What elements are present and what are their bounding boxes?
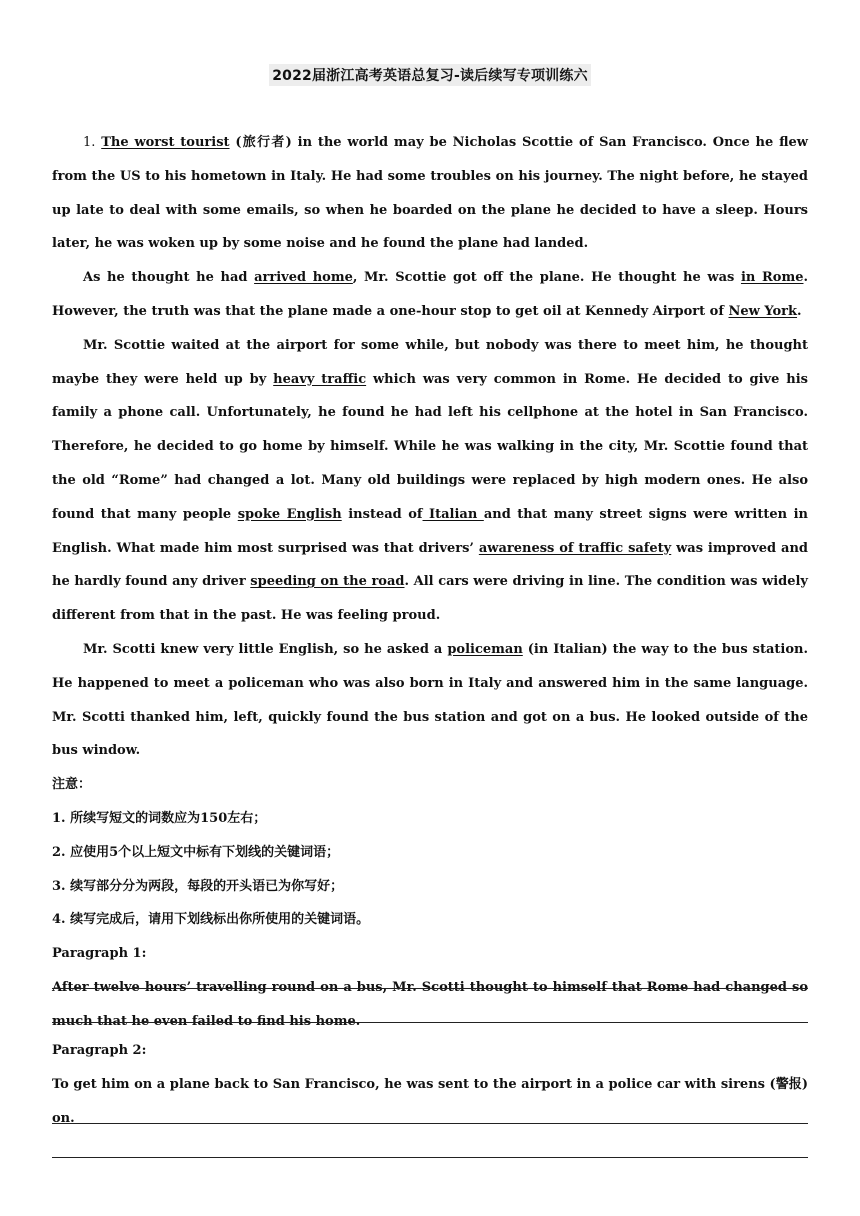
notes-heading: 注意：	[52, 777, 92, 793]
key-phrase: policeman	[447, 641, 523, 657]
answer-line	[52, 988, 808, 989]
key-phrase: New York	[728, 303, 798, 319]
key-phrase: Italian	[422, 506, 484, 522]
paragraph-1-opening: After twelve hours’ travelling round on a bus, Mr. Scotti thought to himself that Rome had changed so much that he even failed to find his home.	[52, 979, 808, 1029]
passage-text: was improved and he hardly found any driver	[52, 540, 808, 590]
passage-text: instead of	[341, 506, 423, 522]
page-title-wrap	[0, 64, 860, 86]
page-title: 2022届浙江高考英语总复习-读后续写专项训练六	[269, 64, 591, 86]
passage-text: (旅行者) in the world may be Nicholas Scottie of San Francisco. Once he flew from the US to his hometown in Italy. He had some troubles on his journey. The night before, he stayed up late to deal with some emails, so when he boarded on the plane he decided to have a sleep. Hours later, he was woken up by some noise and he found the plane had landed.	[52, 135, 808, 252]
passage-text: .	[797, 303, 802, 319]
note-item: 2. 应使用5个以上短文中标有下划线的关键词语；	[52, 844, 340, 860]
key-phrase: awareness of traffic safety	[478, 540, 672, 556]
passage-text: Mr. Scotti knew very little English, so he asked a	[83, 641, 448, 657]
note-item: 3. 续写部分分为两段，每段的开头语已为你写好；	[52, 878, 344, 894]
answer-line	[52, 1123, 808, 1124]
key-phrase: heavy traffic	[273, 371, 367, 387]
key-phrase: spoke English	[237, 506, 342, 522]
answer-line	[52, 1022, 808, 1023]
key-phrase: The worst tourist	[101, 135, 230, 150]
passage-text: . All cars were driving in line. The condition was widely different from that in the past. He was feeling proud.	[52, 574, 808, 624]
key-phrase: arrived home	[254, 270, 353, 286]
passage-text: Mr. Scottie waited at the airport for some while, but nobody was there to meet him, he thought maybe they were held up by	[52, 337, 808, 387]
paragraph-2-block	[52, 1034, 808, 1135]
key-phrase: in Rome	[740, 270, 804, 286]
passage-text: As he thought he had	[83, 270, 255, 286]
passage-paragraph-4	[52, 633, 808, 768]
note-item: 4. 续写完成后，请用下划线标出你所使用的关键词语。	[52, 912, 370, 928]
passage-paragraph-2	[52, 261, 808, 329]
passage-text: , Mr. Scottie got off the plane. He thought he was	[352, 270, 741, 286]
paragraph-2-label: Paragraph 2:	[52, 1043, 147, 1058]
document-body	[52, 126, 808, 1039]
note-item: 1. 所续写短文的词数应为150左右；	[52, 810, 267, 826]
answer-line	[52, 1157, 808, 1158]
question-number: 1.	[83, 135, 96, 150]
paragraph-2-opening: To get him on a plane back to San Francisco, he was sent to the airport in a police car with sirens (警报) on.	[52, 1076, 808, 1126]
passage-text: . However, the truth was that the plane made a one-hour stop to get oil at Kennedy Airport of	[52, 270, 809, 319]
passage-paragraph-1	[52, 126, 808, 261]
key-phrase: speeding on the road	[250, 574, 405, 590]
passage-paragraph-3	[52, 329, 808, 633]
paragraph-1-label: Paragraph 1:	[52, 946, 147, 962]
passage-text: and that many street signs were written in English. What made him most surprised was that drivers’	[52, 506, 808, 556]
passage-text: which was very common in Rome. He decided to give his family a phone call. Unfortunately, he found he had left his cellphone at the hotel in San Francisco. Therefore, he decided to go home by himself. While he was walking in the city, Mr. Scottie found that the old “Rome” had changed a lot. Many old buildings were replaced by high modern ones. He also found that many people	[52, 371, 808, 522]
passage-text: (in Italian) the way to the bus station. He happened to meet a policeman who was also born in Italy and answered him in the same language. Mr. Scotti thanked him, left, quickly found the bus station and got on a bus. He looked outside of the bus window.	[52, 641, 808, 759]
